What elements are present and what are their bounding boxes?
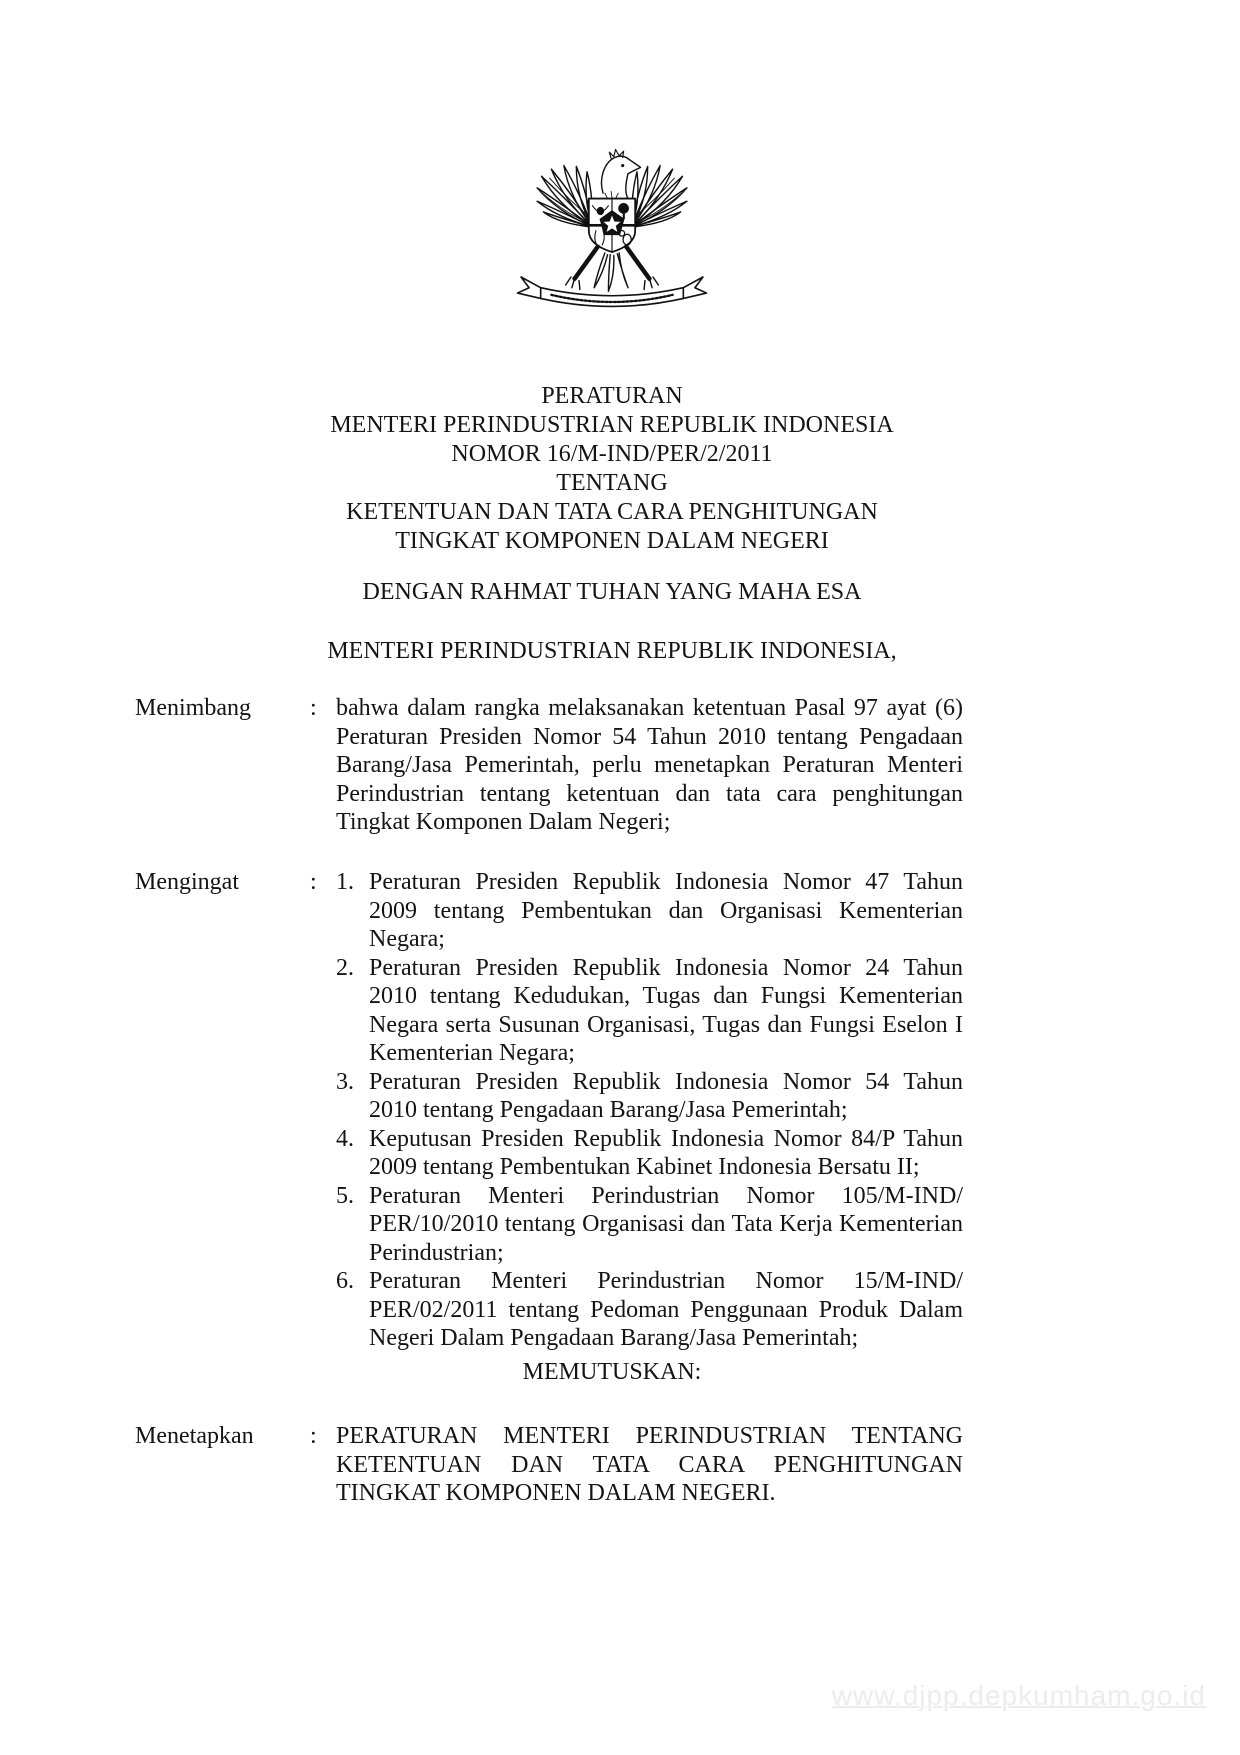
document-title bbox=[300, 382, 924, 556]
decision-heading bbox=[300, 1358, 924, 1387]
list-item-number: 5. bbox=[336, 1182, 354, 1209]
title-line-ministry: MENTERI PERINDUSTRIAN REPUBLIK INDONESIA bbox=[330, 412, 894, 438]
enacting-text: PERATURAN MENTERI PERINDUSTRIAN TENTANG KETENTUAN DAN TATA CARA PENGHITUNGAN TINGKAT KOMPONEN DALAM NEGERI. bbox=[336, 1423, 963, 1506]
watermark-link[interactable]: www.djpp.depkumham.go.id bbox=[831, 1680, 1206, 1711]
list-item-text: Peraturan Menteri Perindustrian Nomor 15/M-IND/ PER/02/2011 tentang Pedoman Penggunaan Produk Dalam Negeri Dalam Pengadaan Barang/Jasa Pemerintah; bbox=[369, 1268, 963, 1351]
considering-colon: : bbox=[310, 695, 317, 721]
list-item-number: 3. bbox=[336, 1068, 354, 1095]
decision-heading-text: MEMUTUSKAN: bbox=[522, 1359, 702, 1385]
title-line-subject-1: KETENTUAN DAN TATA CARA PENGHITUNGAN bbox=[346, 499, 878, 525]
authority-text: MENTERI PERINDUSTRIAN REPUBLIK INDONESIA, bbox=[327, 638, 897, 664]
list-item bbox=[336, 1182, 963, 1268]
list-item bbox=[336, 1068, 963, 1125]
title-line-subject-2: TINGKAT KOMPONEN DALAM NEGERI bbox=[395, 528, 829, 554]
list-item-number: 1. bbox=[336, 869, 354, 895]
recalling-colon: : bbox=[310, 869, 317, 895]
list-item-text: Peraturan Presiden Republik Indonesia Nomor 47 Tahun 2009 tentang Pembentukan dan Organisasi Kementerian Negara; bbox=[369, 869, 963, 952]
list-item-text: Peraturan Presiden Republik Indonesia Nomor 54 Tahun 2010 tentang Pengadaan Barang/Jasa Pemerintah; bbox=[369, 1068, 963, 1123]
list-item-text: Peraturan Menteri Perindustrian Nomor 105/M-IND/ PER/10/2010 tentang Organisasi dan Tata Kerja Kementerian Perindustrian; bbox=[369, 1182, 963, 1266]
list-item-number: 2. bbox=[336, 954, 354, 981]
list-item-number: 4. bbox=[336, 1125, 354, 1152]
considering-section bbox=[135, 694, 963, 837]
list-item bbox=[336, 954, 963, 1068]
title-line-number: NOMOR 16/M-IND/PER/2/2011 bbox=[451, 441, 773, 467]
title-line-peraturan: PERATURAN bbox=[541, 383, 683, 409]
recalling-label: Mengingat bbox=[135, 869, 239, 895]
tail-feathers bbox=[594, 253, 628, 291]
invocation-text: DENGAN RAHMAT TUHAN YANG MAHA ESA bbox=[362, 579, 862, 605]
enacting-label: Menetapkan bbox=[135, 1423, 254, 1449]
list-item-number: 6. bbox=[336, 1268, 354, 1294]
considering-label: Menimbang bbox=[135, 695, 251, 721]
garuda-pancasila-emblem bbox=[505, 136, 719, 336]
list-item-text: Peraturan Presiden Republik Indonesia Nomor 24 Tahun 2010 tentang Kedudukan, Tugas dan Fungsi Kementerian Negara serta Susunan Organisasi, Tugas dan Fungsi Eselon I Kementerian Negara; bbox=[369, 954, 963, 1066]
invocation-line bbox=[300, 578, 924, 607]
list-item bbox=[336, 868, 963, 954]
eagle-head bbox=[602, 150, 641, 199]
list-item-text: Keputusan Presiden Republik Indonesia Nomor 84/P Tahun 2009 tentang Pembentukan Kabinet Indonesia Bersatu II; bbox=[369, 1125, 963, 1180]
considering-text: bahwa dalam rangka melaksanakan ketentuan Pasal 97 ayat (6) Peraturan Presiden Nomor 54 Tahun 2010 tentang Pengadaan Barang/Jasa Pemerintah, perlu menetapkan Peraturan Menteri Perindustrian tentang ketentuan dan tata cara penghitungan Tingkat Komponen Dalam Negeri; bbox=[336, 695, 963, 835]
list-item bbox=[336, 1267, 963, 1353]
pancasila-shield bbox=[589, 199, 635, 253]
enacting-colon: : bbox=[310, 1423, 317, 1449]
enacting-section bbox=[135, 1422, 963, 1508]
right-wing bbox=[632, 166, 687, 228]
authority-line bbox=[300, 637, 924, 666]
legs bbox=[566, 247, 659, 290]
recalling-section bbox=[135, 868, 963, 1353]
left-wing bbox=[537, 166, 592, 228]
list-item bbox=[336, 1125, 963, 1182]
title-line-tentang: TENTANG bbox=[556, 470, 668, 496]
